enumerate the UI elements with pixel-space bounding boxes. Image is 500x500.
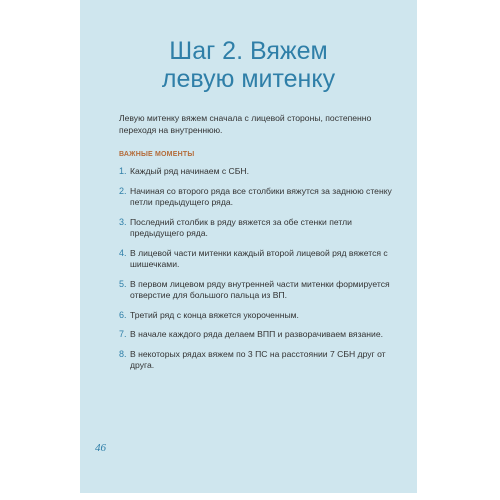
list-item xyxy=(119,310,399,322)
list-item-text: В лицевой части митенки каждый второй лицевой ряд вяжется с шишечками. xyxy=(130,247,388,269)
list-item xyxy=(119,217,399,240)
list-item-text: Начиная со второго ряда все столбики вяжутся за заднюю стенку петли предыдущего ряда. xyxy=(130,185,392,207)
page-title xyxy=(80,37,417,93)
list-item-text: В начале каждого ряда делаем ВПП и разворачиваем вязание. xyxy=(130,329,384,339)
list-item xyxy=(119,186,399,209)
list-item-number: 3. xyxy=(119,216,127,227)
list-item xyxy=(119,329,399,341)
list-item-number: 6. xyxy=(119,309,127,320)
list-item xyxy=(119,279,399,302)
book-page xyxy=(80,0,417,493)
list-item-text: Каждый ряд начинаем с СБН. xyxy=(130,166,249,176)
list-item-text: В некоторых рядах вяжем по 3 ПС на расстоянии 7 СБН друг от друга. xyxy=(130,348,386,370)
list-item-text: Последний столбик в ряду вяжется за обе стенки петли предыдущего ряда. xyxy=(130,216,352,238)
important-points-list xyxy=(119,166,399,380)
list-item-number: 8. xyxy=(119,348,127,359)
list-item-number: 1. xyxy=(119,166,127,176)
list-item-number: 2. xyxy=(119,185,127,196)
page-number: 46 xyxy=(95,442,106,454)
list-item xyxy=(119,166,399,178)
list-item-number: 5. xyxy=(119,278,127,289)
list-item xyxy=(119,349,399,372)
list-item-text: В первом лицевом ряду внутренней части митенки формируется отверстие для большого пальца из ВП. xyxy=(130,278,390,300)
list-item xyxy=(119,248,399,271)
list-item-number: 4. xyxy=(119,247,127,258)
list-item-text: Третий ряд с конца вяжется укороченным. xyxy=(130,309,299,320)
page-title-line-2: левую митенку xyxy=(161,65,336,93)
section-heading: ВАЖНЫЕ МОМЕНТЫ xyxy=(119,151,195,158)
page-title-line-1: Шаг 2. Вяжем xyxy=(169,37,328,65)
list-item-number: 7. xyxy=(119,329,127,339)
intro-paragraph: Левую митенку вяжем сначала с лицевой стороны, постепенно переходя на внутреннюю. xyxy=(119,113,372,135)
